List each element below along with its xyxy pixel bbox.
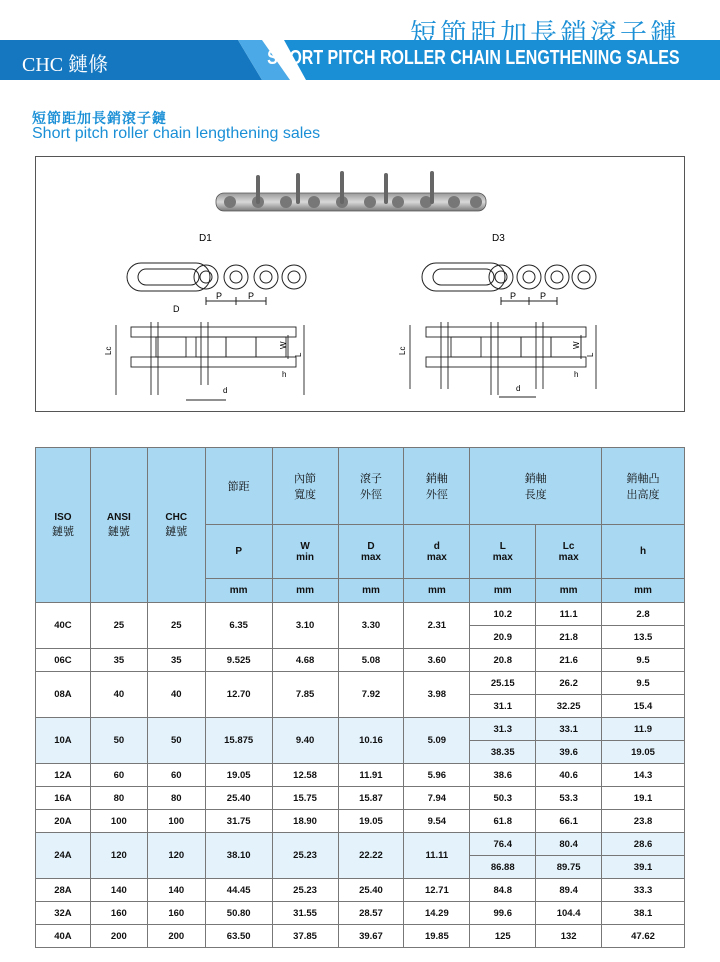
unit-l: mm [470, 579, 536, 603]
cell-pin: 7.94 [404, 787, 470, 810]
label-w-2: W [572, 341, 581, 349]
cell-w: 18.90 [272, 810, 338, 833]
section-title-zh: 短節距加長銷滾子鏈 [32, 111, 167, 127]
label-l-2: L [586, 352, 595, 357]
cell-lc: 21.8 [536, 626, 602, 649]
cell-ansi: 80 [90, 787, 147, 810]
cell-iso: 28A [36, 879, 91, 902]
cell-lc: 89.75 [536, 856, 602, 879]
cell-l: 50.3 [470, 787, 536, 810]
cell-w: 9.40 [272, 718, 338, 764]
cell-w: 25.23 [272, 879, 338, 902]
table-row [36, 879, 685, 902]
sym-w: W min [272, 525, 338, 579]
cell-d: 5.08 [338, 649, 404, 672]
col-iso: ISO 鏈號 [36, 448, 91, 603]
cell-pin: 12.71 [404, 879, 470, 902]
label-p-1: P [216, 291, 223, 301]
label-d-roller: D [173, 304, 180, 314]
cell-lc: 39.6 [536, 741, 602, 764]
cell-l: 31.3 [470, 718, 536, 741]
cell-iso: 40A [36, 925, 91, 948]
cell-l: 86.88 [470, 856, 536, 879]
cell-l: 38.6 [470, 764, 536, 787]
cell-w: 25.23 [272, 833, 338, 879]
table-row [36, 672, 685, 695]
d3-top-view [410, 322, 596, 397]
cell-ansi: 160 [90, 902, 147, 925]
cell-h: 38.1 [602, 902, 685, 925]
cell-l: 38.35 [470, 741, 536, 764]
cell-chc: 100 [147, 810, 205, 833]
cell-d: 15.87 [338, 787, 404, 810]
cell-iso: 10A [36, 718, 91, 764]
cell-p: 12.70 [205, 672, 272, 718]
unit-p: mm [205, 579, 272, 603]
cell-l: 20.8 [470, 649, 536, 672]
cell-h: 11.9 [602, 718, 685, 741]
cell-lc: 89.4 [536, 879, 602, 902]
cell-chc: 50 [147, 718, 205, 764]
col-protrusion: 銷軸凸 出高度 [602, 448, 685, 525]
cell-h: 33.3 [602, 879, 685, 902]
cell-pin: 5.09 [404, 718, 470, 764]
cell-lc: 53.3 [536, 787, 602, 810]
label-h-1: h [282, 370, 287, 379]
cell-lc: 66.1 [536, 810, 602, 833]
table-row [36, 902, 685, 925]
header-title-en: SHORT PITCH ROLLER CHAIN LENGTHENING SALES [267, 47, 680, 69]
cell-iso: 40C [36, 603, 91, 649]
cell-pin: 19.85 [404, 925, 470, 948]
spec-table-body [36, 603, 685, 948]
table-row [36, 603, 685, 626]
chain-drawing [36, 157, 686, 413]
cell-w: 7.85 [272, 672, 338, 718]
cell-ansi: 200 [90, 925, 147, 948]
unit-d: mm [338, 579, 404, 603]
cell-h: 2.8 [602, 603, 685, 626]
label-w-1: W [279, 341, 288, 349]
cell-l: 10.2 [470, 603, 536, 626]
cell-w: 15.75 [272, 787, 338, 810]
cell-d: 39.67 [338, 925, 404, 948]
cell-d: 11.91 [338, 764, 404, 787]
col-pin: 銷軸 外徑 [404, 448, 470, 525]
cell-p: 38.10 [205, 833, 272, 879]
sym-pin: d max [404, 525, 470, 579]
label-pin-2: d [516, 384, 521, 393]
table-row [36, 649, 685, 672]
d1-top-view [116, 322, 304, 400]
sym-h: h [602, 525, 685, 579]
cell-h: 28.6 [602, 833, 685, 856]
cell-chc: 140 [147, 879, 205, 902]
cell-d: 25.40 [338, 879, 404, 902]
col-width: 內節 寬度 [272, 448, 338, 525]
col-ansi: ANSI 鏈號 [90, 448, 147, 603]
cell-l: 76.4 [470, 833, 536, 856]
cell-pin: 11.11 [404, 833, 470, 879]
table-row [36, 764, 685, 787]
label-h-2: h [574, 370, 579, 379]
cell-l: 125 [470, 925, 536, 948]
cell-p: 63.50 [205, 925, 272, 948]
cell-h: 23.8 [602, 810, 685, 833]
cell-pin: 2.31 [404, 603, 470, 649]
chain-photo [216, 173, 486, 211]
cell-d: 19.05 [338, 810, 404, 833]
sym-d: D max [338, 525, 404, 579]
cell-d: 3.30 [338, 603, 404, 649]
cell-d: 22.22 [338, 833, 404, 879]
cell-ansi: 25 [90, 603, 147, 649]
cell-ansi: 35 [90, 649, 147, 672]
cell-pin: 5.96 [404, 764, 470, 787]
cell-l: 61.8 [470, 810, 536, 833]
cell-p: 50.80 [205, 902, 272, 925]
cell-pin: 3.98 [404, 672, 470, 718]
col-pitch: 節距 [205, 448, 272, 525]
cell-h: 13.5 [602, 626, 685, 649]
col-pin-length: 銷軸 長度 [470, 448, 602, 525]
cell-chc: 160 [147, 902, 205, 925]
cell-ansi: 140 [90, 879, 147, 902]
table-row [36, 810, 685, 833]
cell-w: 4.68 [272, 649, 338, 672]
cell-iso: 16A [36, 787, 91, 810]
cell-chc: 60 [147, 764, 205, 787]
cell-ansi: 120 [90, 833, 147, 879]
cell-iso: 24A [36, 833, 91, 879]
cell-chc: 25 [147, 603, 205, 649]
sym-l: L max [470, 525, 536, 579]
cell-chc: 40 [147, 672, 205, 718]
table-row [36, 787, 685, 810]
cell-ansi: 50 [90, 718, 147, 764]
label-lc-1: Lc [104, 346, 113, 355]
cell-h: 9.5 [602, 672, 685, 695]
cell-pin: 3.60 [404, 649, 470, 672]
cell-d: 10.16 [338, 718, 404, 764]
unit-w: mm [272, 579, 338, 603]
cell-chc: 120 [147, 833, 205, 879]
table-row [36, 833, 685, 856]
cell-p: 9.525 [205, 649, 272, 672]
cell-w: 37.85 [272, 925, 338, 948]
cell-h: 9.5 [602, 649, 685, 672]
section-title-en: Short pitch roller chain lengthening sales [32, 125, 321, 142]
cell-l: 31.1 [470, 695, 536, 718]
cell-lc: 132 [536, 925, 602, 948]
cell-iso: 08A [36, 672, 91, 718]
table-row [36, 925, 685, 948]
cell-lc: 21.6 [536, 649, 602, 672]
cell-lc: 26.2 [536, 672, 602, 695]
cell-l: 84.8 [470, 879, 536, 902]
cell-p: 15.875 [205, 718, 272, 764]
cell-iso: 20A [36, 810, 91, 833]
label-p-3: P [510, 291, 517, 301]
cell-w: 12.58 [272, 764, 338, 787]
label-lc-2: Lc [398, 346, 407, 355]
cell-ansi: 40 [90, 672, 147, 718]
cell-lc: 80.4 [536, 833, 602, 856]
cell-h: 15.4 [602, 695, 685, 718]
spec-table [35, 447, 685, 948]
col-chc: CHC 鏈號 [147, 448, 205, 603]
cell-w: 3.10 [272, 603, 338, 649]
d3-side-view [422, 263, 596, 305]
cell-h: 14.3 [602, 764, 685, 787]
cell-lc: 104.4 [536, 902, 602, 925]
cell-h: 19.1 [602, 787, 685, 810]
cell-lc: 11.1 [536, 603, 602, 626]
cell-h: 19.05 [602, 741, 685, 764]
cell-h: 47.62 [602, 925, 685, 948]
cell-chc: 200 [147, 925, 205, 948]
cell-chc: 80 [147, 787, 205, 810]
cell-lc: 32.25 [536, 695, 602, 718]
label-p-4: P [540, 291, 547, 301]
cell-ansi: 60 [90, 764, 147, 787]
sym-lc: Lc max [536, 525, 602, 579]
cell-iso: 12A [36, 764, 91, 787]
cell-w: 31.55 [272, 902, 338, 925]
label-d3: D3 [492, 233, 505, 244]
cell-pin: 14.29 [404, 902, 470, 925]
cell-p: 25.40 [205, 787, 272, 810]
cell-pin: 9.54 [404, 810, 470, 833]
cell-iso: 32A [36, 902, 91, 925]
sym-p: P [205, 525, 272, 579]
cell-lc: 33.1 [536, 718, 602, 741]
cell-iso: 06C [36, 649, 91, 672]
unit-h: mm [602, 579, 685, 603]
table-row [36, 718, 685, 741]
header-title-zh: 短節距加長銷滾子鏈 [410, 19, 680, 50]
cell-d: 7.92 [338, 672, 404, 718]
cell-p: 44.45 [205, 879, 272, 902]
cell-p: 6.35 [205, 603, 272, 649]
cell-p: 31.75 [205, 810, 272, 833]
cell-h: 39.1 [602, 856, 685, 879]
cell-ansi: 100 [90, 810, 147, 833]
cell-p: 19.05 [205, 764, 272, 787]
cell-l: 25.15 [470, 672, 536, 695]
header-brand: CHC 鏈條 [22, 54, 109, 76]
label-p-2: P [248, 291, 255, 301]
chain-figure [35, 156, 685, 412]
unit-pin: mm [404, 579, 470, 603]
label-l-1: L [294, 352, 303, 357]
col-roller: 滾子 外徑 [338, 448, 404, 525]
label-d1: D1 [199, 233, 212, 244]
cell-d: 28.57 [338, 902, 404, 925]
label-pin-1: d [223, 386, 228, 395]
cell-lc: 40.6 [536, 764, 602, 787]
cell-l: 99.6 [470, 902, 536, 925]
unit-lc: mm [536, 579, 602, 603]
cell-l: 20.9 [470, 626, 536, 649]
cell-chc: 35 [147, 649, 205, 672]
